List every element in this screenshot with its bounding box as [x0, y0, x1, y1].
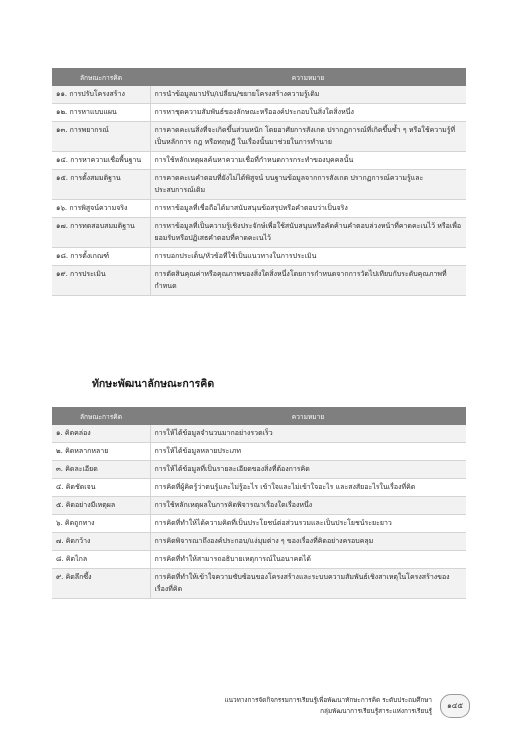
table-row	[52, 248, 466, 266]
column-header-meaning: ความหมาย	[150, 407, 466, 425]
footer-publisher: กลุ่มพัฒนาการเรียนรู้สาระแห่งการเรียนรู้	[320, 707, 432, 715]
section-title: ทักษะพัฒนาลักษณะการคิด	[92, 378, 215, 390]
skill-meaning: การคาดคะเนสิ่งที่จะเกิดขึ้นส่วนหนัก โดยอาศัยการสังเกต ปรากฏการณ์ที่เกิดขึ้นซ้ำ ๆ หรือใช้ความรู้ที่เป็นหลักการ กฎ หรือทฤษฎี ในเรื่องนั้นมาช่วยในการทำนาย	[150, 122, 466, 152]
skill-meaning: การตัดสินคุณค่าหรือคุณภาพของสิ่งใดสิ่งหนึ่งโดยการกำหนดจากการวัดไปเทียบกับระดับคุณภาพที่กำหนด	[150, 266, 466, 296]
skill-term: ๑๗. การทดสอบสมมติฐาน	[52, 218, 150, 248]
table-row	[52, 218, 466, 248]
skill-term: ๑๔. การหาความเชื่อพื้นฐาน	[52, 152, 150, 170]
skill-meaning: การหาชุดความสัมพันธ์ของลักษณะหรือองค์ประกอบในสิ่งใดสิ่งหนึ่ง	[150, 104, 466, 122]
skill-meaning: การคาดคะเนคำตอบที่ยังไม่ได้พิสูจน์ บนฐานข้อมูลจากการสังเกต ปรากฏการณ์ความรู้และประสบการณ์เดิม	[150, 170, 466, 200]
thinking-skills-table	[52, 68, 466, 296]
skill-meaning: การคิดพิจารณาถึงองค์ประกอบ/แง่มุมต่าง ๆ ของเรื่องที่คิดอย่างครอบคลุม	[150, 533, 466, 551]
skill-term: ๓. คิดละเอียด	[52, 461, 150, 479]
table-row	[52, 497, 466, 515]
table-row	[52, 515, 466, 533]
skill-term: ๑. คิดคล่อง	[52, 425, 150, 443]
skill-meaning: การหาข้อมูลที่เชื่อถือได้มาสนับสนุนข้อสรุปหรือคำตอบว่าเป็นจริง	[150, 200, 466, 218]
skill-term: ๖. คิดถูกทาง	[52, 515, 150, 533]
skill-term: ๗. คิดกว้าง	[52, 533, 150, 551]
table-row	[52, 533, 466, 551]
skill-meaning: การให้ได้ข้อมูลจำนวนมากอย่างรวดเร็ว	[150, 425, 466, 443]
skill-term: ๙. คิดลึกซึ้ง	[52, 569, 150, 599]
skill-meaning: การนำข้อมูลมาปรับ/เปลี่ยน/ขยายโครงสร้างความรู้เดิม	[150, 86, 466, 104]
table-row	[52, 461, 466, 479]
table-row	[52, 479, 466, 497]
table-row	[52, 152, 466, 170]
table-row	[52, 551, 466, 569]
skill-term: ๑๒. การหาแบบแผน	[52, 104, 150, 122]
skill-meaning: การคิดที่ทำให้เข้าใจความซับซ้อนของโครงสร้างและระบบความสัมพันธ์เชิงสาเหตุในโครงสร้างของเรื่องที่คิด	[150, 569, 466, 599]
table-row	[52, 425, 466, 443]
footer-book-title: แนวทางการจัดกิจกรรมการเรียนรู้เพื่อพัฒนาทักษะการคิด ระดับประถมศึกษา	[224, 696, 432, 704]
table-row	[52, 122, 466, 152]
table-row	[52, 200, 466, 218]
table-row	[52, 86, 466, 104]
skill-term: ๑๘. การตั้งเกณฑ์	[52, 248, 150, 266]
skill-meaning: การให้ได้ข้อมูลที่เป็นรายละเอียดของสิ่งที่ต้องการคิด	[150, 461, 466, 479]
skill-term: ๔. คิดชัดเจน	[52, 479, 150, 497]
skill-meaning: การคิดที่ทำให้ได้ความคิดที่เป็นประโยชน์ต่อส่วนรวมและเป็นประโยชน์ระยะยาว	[150, 515, 466, 533]
skill-meaning: การหาข้อมูลที่เป็นความรู้เชิงประจักษ์เพื่อใช้สนับสนุนหรือคัดค้านคำตอบล่วงหน้าที่คาดคะเนไว้ หรือเพื่อยอมรับหรือปฏิเสธคำตอบที่คาดคะเนไว้	[150, 218, 466, 248]
skill-term: ๒. คิดหลากหลาย	[52, 443, 150, 461]
skill-term: ๑๖. การพิสูจน์ความจริง	[52, 200, 150, 218]
column-header-meaning: ความหมาย	[150, 68, 466, 86]
table-row	[52, 104, 466, 122]
skill-meaning: การคิดที่ผู้คิดรู้ว่าตนรู้และไม่รู้อะไร เข้าใจและไม่เข้าใจอะไร และสงสัยอะไรในเรื่องที่คิด	[150, 479, 466, 497]
skill-term: ๘. คิดไกล	[52, 551, 150, 569]
skill-term: ๑๑. การปรับโครงสร้าง	[52, 86, 150, 104]
thinking-characteristics-table	[52, 407, 466, 599]
skill-meaning: การคิดที่ทำให้สามารถอธิบายเหตุการณ์ในอนาคตได้	[150, 551, 466, 569]
column-header-skill: ลักษณะการคิด	[52, 68, 150, 86]
skill-term: ๑๕. การตั้งสมมติฐาน	[52, 170, 150, 200]
page-footer	[225, 695, 432, 717]
skill-term: ๕. คิดอย่างมีเหตุผล	[52, 497, 150, 515]
skill-meaning: การใช้หลักเหตุผลค้นหาความเชื่อที่กำหนดการกระทำของบุคคลนั้น	[150, 152, 466, 170]
skill-meaning: การใช้หลักเหตุผลในการคิดพิจารณาเรื่องใดเรื่องหนึ่ง	[150, 497, 466, 515]
skill-term: ๑๙. การประเมิน	[52, 266, 150, 296]
table-header-row	[52, 68, 466, 86]
table-row	[52, 170, 466, 200]
table-row	[52, 266, 466, 296]
column-header-skill: ลักษณะการคิด	[52, 407, 150, 425]
skill-meaning: การให้ได้ข้อมูลหลายประเภท	[150, 443, 466, 461]
table-header-row	[52, 407, 466, 425]
skill-term: ๑๓. การพยากรณ์	[52, 122, 150, 152]
table-row	[52, 569, 466, 599]
page-number: ๑๔๕	[440, 694, 470, 718]
table-row	[52, 443, 466, 461]
skill-meaning: การบอกประเด็น/หัวข้อที่ใช้เป็นแนวทางในการประเมิน	[150, 248, 466, 266]
